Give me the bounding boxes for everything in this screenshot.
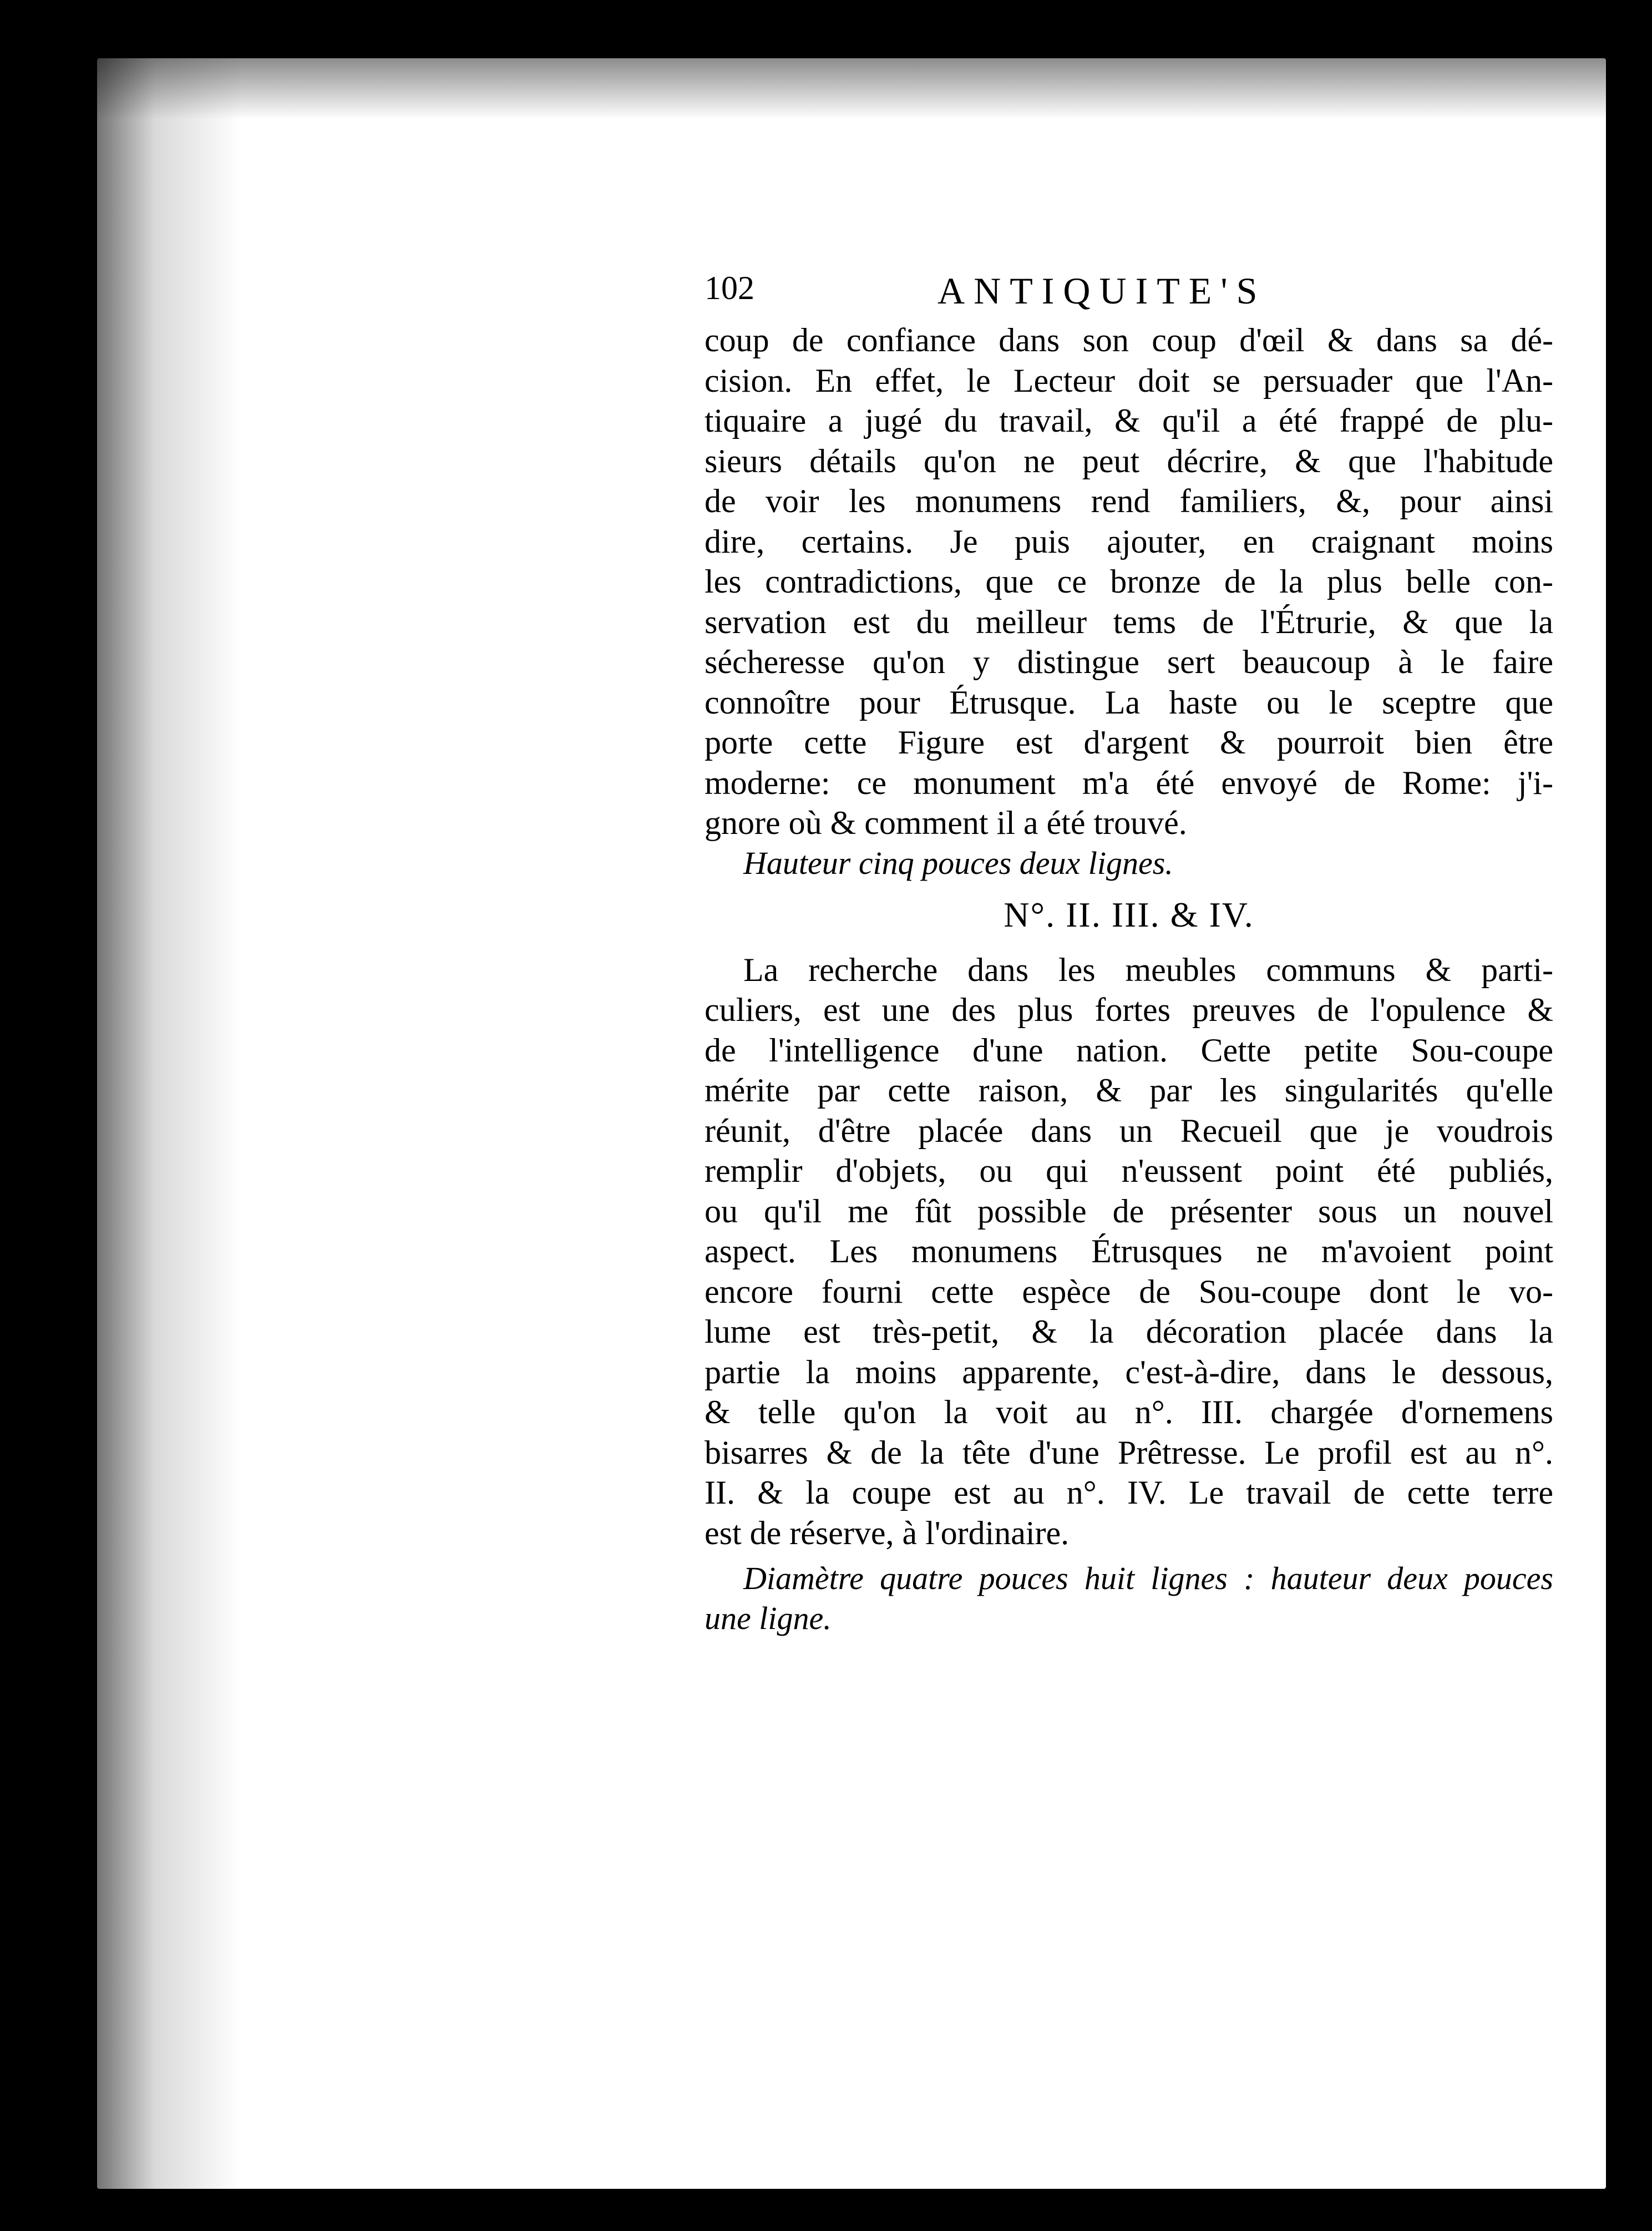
text-line: moderne: ce monument m'a été envoyé de Rome: j'i- [705,764,1553,801]
text-line: lume est très-petit, & la décoration placée dans la [705,1313,1553,1350]
text-line: coup de confiance dans son coup d'œil & dans sa dé- [705,322,1553,358]
dimensions-note-1: Hauteur cinq pouces deux lignes. [743,844,1173,881]
page-header [705,269,1553,320]
text-block [705,269,1553,1638]
section-heading: N°. II. III. & IV. [1004,894,1254,934]
text-line: partie la moins apparente, c'est-à-dire, dans le dessous, [705,1353,1553,1390]
text-line: une ligne. [705,1600,832,1636]
text-line: culiers, est une des plus fortes preuves de l'opulence & [705,991,1553,1028]
text-line: sécheresse qu'on y distingue sert beaucoup à le faire [705,644,1553,680]
text-line: servation est du meilleur tems de l'Étrurie, & que la [705,603,1553,640]
text-line: cision. En effet, le Lecteur doit se persuader que l'An- [705,362,1553,399]
text-line: est de réserve, à l'ordinaire. [705,1514,1070,1551]
text-line: Diamètre quatre pouces huit lignes : hauteur deux pouces [743,1560,1553,1596]
scan-top-shadow [97,58,1606,119]
text-line: sieurs détails qu'on ne peut décrire, & que l'habitude [705,442,1553,479]
text-line: tiquaire a jugé du travail, & qu'il a été frappé de plu- [705,402,1553,439]
paragraph-1 [705,320,1553,843]
text-line: bisarres & de la tête d'une Prêtresse. Le profil est au n°. [705,1434,1553,1471]
running-title: ANTIQUITE'S [938,270,1266,312]
text-line: mérite par cette raison, & par les singularités qu'elle [705,1072,1553,1109]
dimensions-note-2 [705,1559,1553,1638]
book-page [97,58,1606,2189]
text-line: encore fourni cette espèce de Sou-coupe dont le vo- [705,1273,1553,1310]
text-line: La recherche dans les meubles communs & parti- [743,951,1553,988]
text-line: porte cette Figure est d'argent & pourroit bien être [705,724,1553,761]
text-line: les contradictions, que ce bronze de la plus belle con- [705,563,1553,600]
text-line: dire, certains. Je puis ajouter, en craignant moins [705,523,1553,560]
text-line: & telle qu'on la voit au n°. III. chargée d'ornemens [705,1394,1553,1430]
text-line: ou qu'il me fût possible de présenter sous un nouvel [705,1192,1553,1230]
scan-edge-shadow [97,58,241,2189]
text-line: de l'intelligence d'une nation. Cette petite Sou-coupe [705,1031,1553,1069]
text-line: aspect. Les monumens Étrusques ne m'avoient point [705,1233,1553,1269]
text-line: réunit, d'être placée dans un Recueil que je voudrois [705,1112,1553,1149]
text-line: de voir les monumens rend familiers, &, pour ainsi [705,483,1553,519]
text-line: connoître pour Étrusque. La haste ou le sceptre que [705,684,1553,721]
text-line: gnore où & comment il a été trouvé. [705,805,1187,841]
text-line: II. & la coupe est au n°. IV. Le travail de cette terre [705,1474,1553,1511]
text-line: remplir d'objets, ou qui n'eussent point été publiés, [705,1152,1553,1189]
page-number: 102 [705,270,754,306]
paragraph-2 [705,950,1553,1554]
